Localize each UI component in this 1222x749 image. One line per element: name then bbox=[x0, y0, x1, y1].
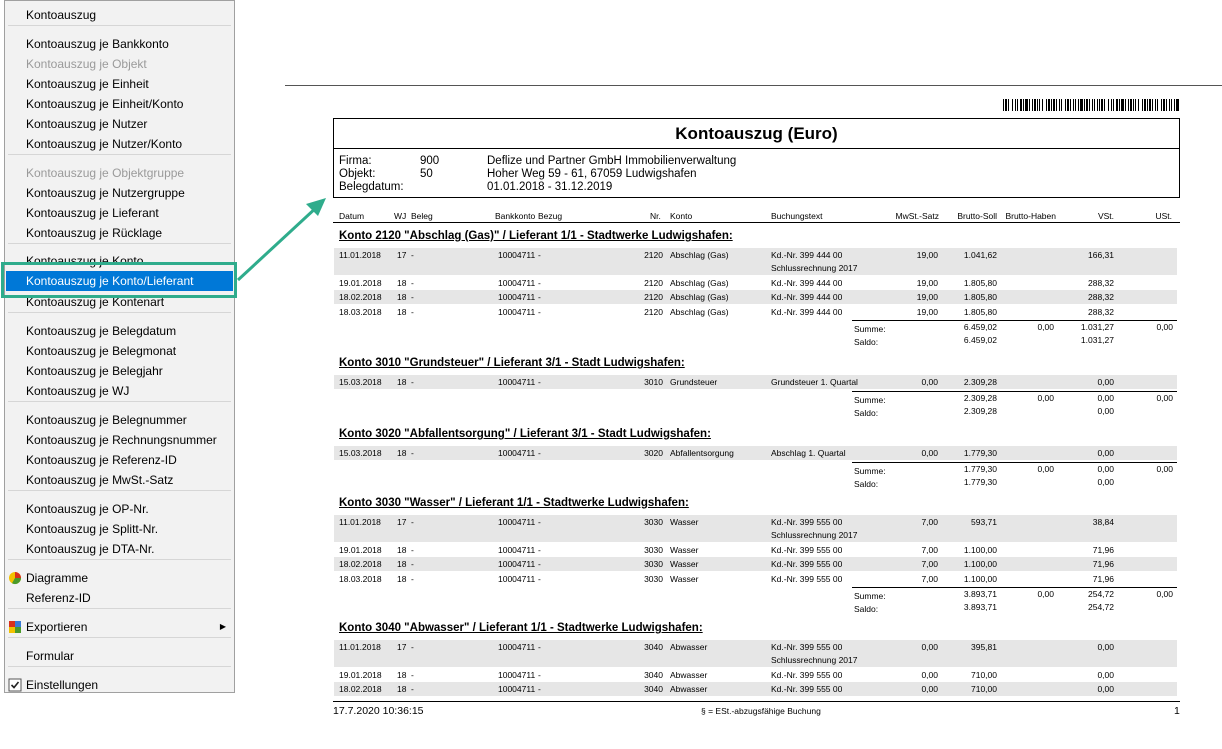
menu-item-label: Kontoauszug je Kontenart bbox=[26, 295, 165, 309]
cell-beleg: - bbox=[411, 277, 414, 288]
cell-wj: 18 bbox=[397, 377, 407, 387]
page-number: 1 bbox=[1174, 705, 1180, 717]
cell-bankkonto: 10004711 bbox=[498, 684, 536, 694]
row-shading bbox=[334, 682, 1177, 696]
cell-buchungstext: Kd.-Nr. 399 555 00 bbox=[771, 559, 843, 569]
menu-item-label: Kontoauszug je Einheit/Konto bbox=[26, 97, 184, 111]
cell-bezug: - bbox=[538, 448, 541, 458]
print-timestamp: 17.7.2020 10:36:15 bbox=[333, 705, 424, 717]
cell-wj: 18 bbox=[397, 684, 407, 694]
cell-nr: 3020 bbox=[644, 448, 663, 458]
menu-item-label: Kontoauszug bbox=[26, 8, 97, 22]
saldo-label: Saldo: bbox=[854, 407, 879, 418]
konto-group-title: Konto 2120 "Abschlag (Gas)" / Lieferant 1/1 - Stadtwerke Ludwigshafen: bbox=[339, 230, 733, 242]
saldo-label: Saldo: bbox=[854, 604, 879, 614]
menu-item-label: Kontoauszug je Nutzergruppe bbox=[26, 186, 185, 200]
menu-item-diagramme[interactable] bbox=[6, 568, 233, 588]
row-shading bbox=[334, 515, 1177, 542]
menu-separator bbox=[8, 401, 231, 402]
cell-bezug: - bbox=[538, 277, 541, 288]
row-shading bbox=[334, 290, 1177, 304]
cell-brutto-soll: 1.100,00 bbox=[963, 559, 997, 569]
summe-vst: 1.031,27 bbox=[1080, 322, 1114, 332]
saldo-soll: 3.893,71 bbox=[963, 602, 997, 612]
menu-item-label: Kontoauszug je Referenz-ID bbox=[26, 453, 177, 467]
menu-item-kontoauszug-je-nutzer[interactable] bbox=[6, 114, 233, 134]
saldo-vst: 0,00 bbox=[1097, 476, 1114, 487]
cell-nr: 3040 bbox=[644, 669, 663, 680]
menu-item-referenz-id[interactable] bbox=[6, 588, 233, 608]
menu-item-kontoauszug-je-dta-nr[interactable] bbox=[6, 539, 233, 559]
menu-item-kontoauszug-je-nutzer-konto[interactable] bbox=[6, 134, 233, 154]
cell-wj: 18 bbox=[397, 292, 407, 302]
menu-item-label: Kontoauszug je Bankkonto bbox=[26, 37, 169, 51]
footer-rule bbox=[333, 701, 1180, 702]
cell-datum: 15.03.2018 bbox=[339, 377, 382, 387]
menu-item-label: Kontoauszug je Konto/Lieferant bbox=[26, 274, 194, 288]
cell-mwst: 0,00 bbox=[921, 377, 938, 387]
cell-datum: 18.02.2018 bbox=[339, 559, 382, 569]
cell-wj: 18 bbox=[397, 306, 407, 317]
cell-nr: 3030 bbox=[644, 559, 663, 569]
menu-item-label: Kontoauszug je OP-Nr. bbox=[26, 502, 149, 516]
cell-buchungstext: Kd.-Nr. 399 444 00 bbox=[771, 277, 843, 288]
cell-vst: 0,00 bbox=[1097, 669, 1114, 680]
cell-brutto-soll: 1.100,00 bbox=[963, 573, 997, 584]
menu-item-kontoauszug-je-mwst-satz[interactable] bbox=[6, 470, 233, 490]
menu-item-kontoauszug-je-belegjahr[interactable] bbox=[6, 361, 233, 381]
menu-item-label: Kontoauszug je Konto bbox=[26, 254, 144, 268]
cell-nr: 3030 bbox=[644, 573, 663, 584]
cell-konto: Wasser bbox=[670, 559, 699, 569]
cell-buchungstext: Kd.-Nr. 399 555 00 bbox=[771, 573, 843, 584]
saldo-soll: 2.309,28 bbox=[963, 405, 997, 416]
menu-separator bbox=[8, 559, 231, 560]
cell-konto: Wasser bbox=[670, 573, 699, 584]
menu-item-label: Kontoauszug je Einheit bbox=[26, 77, 149, 91]
cell-wj: 17 bbox=[397, 250, 407, 260]
cell-beleg: - bbox=[411, 684, 414, 694]
menu-item-label: Kontoauszug je Nutzer bbox=[26, 117, 148, 131]
cell-mwst: 0,00 bbox=[921, 669, 938, 680]
row-shading bbox=[334, 248, 1177, 275]
cell-bankkonto: 10004711 bbox=[498, 377, 536, 387]
summe-label: Summe: bbox=[854, 591, 886, 601]
menu-item-kontoauszug-je-wj[interactable] bbox=[6, 381, 233, 401]
menu-item-label: Kontoauszug je Lieferant bbox=[26, 206, 159, 220]
saldo-soll: 6.459,02 bbox=[963, 335, 997, 345]
page-top-rule bbox=[285, 85, 1222, 86]
menu-item-kontoauszug-je-lieferant[interactable] bbox=[6, 203, 233, 223]
menu-item-label: Kontoauszug je Objektgruppe bbox=[26, 166, 185, 180]
menu-item-kontoauszug-je-nutzergruppe[interactable] bbox=[6, 183, 233, 203]
saldo-label: Saldo: bbox=[854, 337, 879, 347]
cell-mwst: 0,00 bbox=[921, 642, 938, 652]
cell-bankkonto: 10004711 bbox=[498, 306, 536, 317]
column-header: USt. bbox=[1155, 211, 1172, 221]
menu-item-label: Kontoauszug je MwSt.-Satz bbox=[26, 473, 174, 487]
cell-mwst: 7,00 bbox=[921, 544, 938, 555]
menu-item-kontoauszug-je-rechnungsnummer[interactable] bbox=[6, 430, 233, 450]
cell-bezug: - bbox=[538, 684, 541, 694]
cell-brutto-soll: 2.309,28 bbox=[963, 377, 997, 387]
objekt-label: Objekt: bbox=[339, 168, 376, 180]
summe-label: Summe: bbox=[854, 324, 886, 334]
cell-wj: 17 bbox=[397, 642, 407, 652]
cell-konto: Abfallentsorgung bbox=[670, 448, 734, 458]
belegdatum-label: Belegdatum: bbox=[339, 181, 404, 193]
cell-wj: 18 bbox=[397, 277, 407, 288]
menu-item-kontoauszug[interactable] bbox=[6, 5, 233, 25]
cell-bankkonto: 10004711 bbox=[498, 517, 536, 527]
cell-mwst: 0,00 bbox=[921, 684, 938, 694]
column-header: Bezug bbox=[538, 211, 563, 221]
cell-bezug: - bbox=[538, 642, 541, 652]
cell-brutto-soll: 1.805,80 bbox=[963, 306, 997, 317]
cell-bezug: - bbox=[538, 306, 541, 317]
cell-konto: Grundsteuer bbox=[670, 377, 718, 387]
cell-datum: 18.02.2018 bbox=[339, 292, 382, 302]
cell-bezug: - bbox=[538, 292, 541, 302]
column-header: Brutto-Soll bbox=[957, 211, 997, 221]
cell-vst: 0,00 bbox=[1097, 377, 1114, 387]
summe-haben: 0,00 bbox=[1037, 463, 1054, 474]
cell-beleg: - bbox=[411, 573, 414, 584]
cell-konto: Wasser bbox=[670, 544, 699, 555]
column-header: Bankkonto bbox=[495, 211, 536, 221]
cell-vst: 0,00 bbox=[1097, 448, 1114, 458]
summe-vst: 254,72 bbox=[1088, 589, 1114, 599]
menu-item-label: Kontoauszug je Belegjahr bbox=[26, 364, 163, 378]
menu-item-label: Kontoauszug je Objekt bbox=[26, 57, 147, 71]
cell-konto: Abwasser bbox=[670, 642, 708, 652]
cell-datum: 18.02.2018 bbox=[339, 684, 382, 694]
pie-chart-icon bbox=[8, 571, 22, 585]
menu-item-label: Exportieren bbox=[26, 620, 88, 634]
cell-nr: 3030 bbox=[644, 517, 663, 527]
summe-label: Summe: bbox=[854, 465, 886, 476]
cell-bezug: - bbox=[538, 573, 541, 584]
saldo-vst: 1.031,27 bbox=[1080, 335, 1114, 345]
cell-mwst: 19,00 bbox=[916, 306, 938, 317]
cell-mwst: 7,00 bbox=[921, 573, 938, 584]
column-header: Beleg bbox=[411, 211, 433, 221]
cell-bankkonto: 10004711 bbox=[498, 573, 536, 584]
summe-rule bbox=[852, 462, 1177, 463]
summe-label: Summe: bbox=[854, 394, 886, 405]
menu-item-label: Kontoauszug je WJ bbox=[26, 384, 130, 398]
cell-brutto-soll: 710,00 bbox=[971, 684, 997, 694]
cell-bankkonto: 10004711 bbox=[498, 642, 536, 652]
konto-group-title: Konto 3040 "Abwasser" / Lieferant 1/1 - Stadtwerke Ludwigshafen: bbox=[339, 622, 703, 634]
cell-wj: 17 bbox=[397, 517, 407, 527]
cell-nr: 3040 bbox=[644, 642, 663, 652]
column-header: Nr. bbox=[650, 211, 661, 221]
cell-brutto-soll: 1.100,00 bbox=[963, 544, 997, 555]
menu-item-kontoauszug-je-einheit[interactable] bbox=[6, 74, 233, 94]
cell-beleg: - bbox=[411, 377, 414, 387]
cell-buchungstext: Abschlag 1. Quartal bbox=[771, 448, 846, 458]
column-header: Buchungstext bbox=[771, 211, 823, 221]
cell-vst: 71,96 bbox=[1092, 573, 1114, 584]
column-header: Brutto-Haben bbox=[1005, 211, 1056, 221]
menu-item-label: Referenz-ID bbox=[26, 591, 91, 605]
menu-separator bbox=[8, 243, 231, 244]
menu-item-label: Einstellungen bbox=[26, 678, 99, 692]
cell-bezug: - bbox=[538, 250, 541, 260]
row-shading bbox=[334, 640, 1177, 667]
column-header: WJ bbox=[394, 211, 407, 221]
cell-buchungstext: Kd.-Nr. 399 555 00 bbox=[771, 684, 843, 694]
cell-mwst: 19,00 bbox=[916, 250, 938, 260]
menu-item-kontoauszug-je-op-nr[interactable] bbox=[6, 499, 233, 519]
summe-rule bbox=[852, 320, 1177, 321]
cell-beleg: - bbox=[411, 448, 414, 458]
row-shading bbox=[334, 375, 1177, 389]
cell-vst: 166,31 bbox=[1088, 250, 1114, 260]
cell-konto: Abschlag (Gas) bbox=[670, 292, 729, 302]
cell-mwst: 7,00 bbox=[921, 517, 938, 527]
cell-datum: 18.03.2018 bbox=[339, 573, 382, 584]
cell-beleg: - bbox=[411, 642, 414, 652]
cell-mwst: 0,00 bbox=[921, 448, 938, 458]
cell-beleg: - bbox=[411, 517, 414, 527]
summe-ust: 0,00 bbox=[1156, 322, 1173, 332]
cell-konto: Abwasser bbox=[670, 684, 708, 694]
cell-buchungstext: Kd.-Nr. 399 444 00 bbox=[771, 306, 843, 317]
cell-buchungstext: Kd.-Nr. 399 555 00 bbox=[771, 517, 843, 527]
menu-item-label: Kontoauszug je Belegmonat bbox=[26, 344, 177, 358]
menu-item-kontoauszug-je-referenz-id[interactable] bbox=[6, 450, 233, 470]
cell-wj: 18 bbox=[397, 544, 407, 555]
menu-item-label: Kontoauszug je DTA-Nr. bbox=[26, 542, 155, 556]
summe-vst: 0,00 bbox=[1097, 463, 1114, 474]
cell-buchungstext: Kd.-Nr. 399 555 00 bbox=[771, 544, 843, 555]
export-icon bbox=[8, 620, 22, 634]
menu-item-label: Kontoauszug je Nutzer/Konto bbox=[26, 137, 183, 151]
menu-separator bbox=[8, 154, 231, 155]
menu-item-kontoauszug-je-belegnummer[interactable] bbox=[6, 410, 233, 430]
cell-vst: 288,32 bbox=[1088, 277, 1114, 288]
cell-wj: 18 bbox=[397, 669, 407, 680]
firma-nr: 900 bbox=[420, 155, 440, 167]
column-header: VSt. bbox=[1097, 211, 1114, 221]
cell-buchungstext: Kd.-Nr. 399 555 00 bbox=[771, 642, 843, 652]
cell-buchungstext: Kd.-Nr. 399 555 00 bbox=[771, 669, 843, 680]
menu-item-label: Diagramme bbox=[26, 571, 89, 585]
menu-item-label: Kontoauszug je Rücklage bbox=[26, 226, 163, 240]
cell-datum: 19.01.2018 bbox=[339, 669, 382, 680]
menu-separator bbox=[8, 312, 231, 313]
footer-legend: § = ESt.-abzugsfähige Buchung bbox=[701, 706, 821, 716]
menu-item-kontoauszug-je-belegdatum[interactable] bbox=[6, 321, 233, 341]
saldo-soll: 1.779,30 bbox=[963, 476, 997, 487]
checkbox-checked-icon bbox=[8, 678, 22, 692]
saldo-label: Saldo: bbox=[854, 478, 879, 489]
cell-nr: 2120 bbox=[644, 277, 663, 288]
summe-ust: 0,00 bbox=[1156, 392, 1173, 403]
menu-separator bbox=[8, 25, 231, 26]
menu-item-label: Kontoauszug je Splitt-Nr. bbox=[26, 522, 159, 536]
menu-separator bbox=[8, 666, 231, 667]
cell-buchungstext: Grundsteuer 1. Quartal bbox=[771, 377, 858, 387]
cell-konto: Wasser bbox=[670, 517, 699, 527]
cell-datum: 19.01.2018 bbox=[339, 277, 382, 288]
cell-brutto-soll: 1.041,62 bbox=[963, 250, 997, 260]
cell-bankkonto: 10004711 bbox=[498, 292, 536, 302]
summe-soll: 1.779,30 bbox=[963, 463, 997, 474]
submenu-arrow-icon: ▶ bbox=[219, 622, 226, 631]
menu-item-kontoauszug-je-bankkonto[interactable] bbox=[6, 34, 233, 54]
firma-name: Deflize und Partner GmbH Immobilienverwaltung bbox=[487, 155, 737, 167]
konto-group-title: Konto 3010 "Grundsteuer" / Lieferant 3/1 - Stadt Ludwigshafen: bbox=[339, 357, 685, 369]
cell-brutto-soll: 1.805,80 bbox=[963, 277, 997, 288]
menu-separator bbox=[8, 637, 231, 638]
cell-bankkonto: 10004711 bbox=[498, 559, 536, 569]
menu-item-kontoauszug-je-einheit-konto[interactable] bbox=[6, 94, 233, 114]
cell-vst: 0,00 bbox=[1097, 684, 1114, 694]
cell-beleg: - bbox=[411, 669, 414, 680]
summe-haben: 0,00 bbox=[1037, 392, 1054, 403]
selection-highlight-frame bbox=[1, 262, 237, 298]
menu-item-label: Kontoauszug je Rechnungsnummer bbox=[26, 433, 217, 447]
cell-datum: 11.01.2018 bbox=[339, 642, 381, 652]
cell-bankkonto: 10004711 bbox=[498, 277, 536, 288]
summe-soll: 2.309,28 bbox=[963, 392, 997, 403]
cell-vst: 0,00 bbox=[1097, 642, 1114, 652]
objekt-nr: 50 bbox=[420, 168, 433, 180]
menu-item-label: Kontoauszug je Belegnummer bbox=[26, 413, 187, 427]
context-menu bbox=[4, 0, 235, 693]
cell-datum: 11.01.2018 bbox=[339, 250, 381, 260]
saldo-vst: 0,00 bbox=[1097, 405, 1114, 416]
cell-konto: Abwasser bbox=[670, 669, 708, 680]
konto-group-title: Konto 3020 "Abfallentsorgung" / Lieferant 3/1 - Stadt Ludwigshafen: bbox=[339, 428, 711, 440]
menu-item-einstellungen[interactable] bbox=[6, 675, 233, 695]
cell-bezug: - bbox=[538, 559, 541, 569]
column-header: Konto bbox=[670, 211, 693, 221]
objekt-name: Hoher Weg 59 - 61, 67059 Ludwigshafen bbox=[487, 168, 697, 180]
cell-beleg: - bbox=[411, 559, 414, 569]
cell-vst: 71,96 bbox=[1092, 559, 1114, 569]
cell-vst: 288,32 bbox=[1088, 306, 1114, 317]
cell-nr: 3030 bbox=[644, 544, 663, 555]
menu-item-formular[interactable] bbox=[6, 646, 233, 666]
cell-brutto-soll: 1.805,80 bbox=[963, 292, 997, 302]
firma-label: Firma: bbox=[339, 155, 372, 167]
cell-beleg: - bbox=[411, 306, 414, 317]
summe-soll: 3.893,71 bbox=[963, 589, 997, 599]
cell-nr: 3040 bbox=[644, 684, 663, 694]
cell-brutto-soll: 395,81 bbox=[971, 642, 997, 652]
barcode-icon bbox=[1003, 99, 1179, 111]
cell-vst: 71,96 bbox=[1092, 544, 1114, 555]
cell-wj: 18 bbox=[397, 559, 407, 569]
cell-mwst: 7,00 bbox=[921, 559, 938, 569]
cell-beleg: - bbox=[411, 292, 414, 302]
cell-vst: 288,32 bbox=[1088, 292, 1114, 302]
summe-vst: 0,00 bbox=[1097, 392, 1114, 403]
menu-item-kontoauszug-je-belegmonat[interactable] bbox=[6, 341, 233, 361]
cell-bezug: - bbox=[538, 544, 541, 555]
row-shading bbox=[334, 557, 1177, 571]
summe-ust: 0,00 bbox=[1156, 589, 1173, 599]
cell-beleg: - bbox=[411, 544, 414, 555]
menu-item-label: Kontoauszug je Belegdatum bbox=[26, 324, 177, 338]
summe-ust: 0,00 bbox=[1156, 463, 1173, 474]
cell-brutto-soll: 710,00 bbox=[971, 669, 997, 680]
cell-mwst: 19,00 bbox=[916, 277, 938, 288]
menu-item-kontoauszug-je-objekt[interactable] bbox=[6, 54, 233, 74]
summe-haben: 0,00 bbox=[1037, 589, 1054, 599]
cell-bezug: - bbox=[538, 517, 541, 527]
cell-datum: 11.01.2018 bbox=[339, 517, 381, 527]
summe-soll: 6.459,02 bbox=[963, 322, 997, 332]
cell-bankkonto: 10004711 bbox=[498, 448, 536, 458]
row-shading bbox=[334, 446, 1177, 460]
saldo-vst: 254,72 bbox=[1088, 602, 1114, 612]
cell-bankkonto: 10004711 bbox=[498, 544, 536, 555]
cell-bankkonto: 10004711 bbox=[498, 250, 536, 260]
report-title: Kontoauszug (Euro) bbox=[675, 124, 838, 143]
belegdatum-value: 01.01.2018 - 31.12.2019 bbox=[487, 181, 613, 193]
cell-konto: Abschlag (Gas) bbox=[670, 306, 729, 317]
cell-buchungstext-2: Schlussrechnung 2017 bbox=[771, 263, 858, 273]
cell-datum: 18.03.2018 bbox=[339, 306, 382, 317]
cell-brutto-soll: 593,71 bbox=[971, 517, 997, 527]
cell-nr: 2120 bbox=[644, 250, 663, 260]
summe-rule bbox=[852, 391, 1177, 392]
cell-brutto-soll: 1.779,30 bbox=[963, 448, 997, 458]
title-rule bbox=[333, 148, 1180, 149]
column-header: MwSt.-Satz bbox=[895, 211, 939, 221]
cell-wj: 18 bbox=[397, 573, 407, 584]
summe-haben: 0,00 bbox=[1037, 322, 1054, 332]
column-header-rule bbox=[333, 222, 1180, 223]
menu-separator bbox=[8, 490, 231, 491]
konto-group-title: Konto 3030 "Wasser" / Lieferant 1/1 - Stadtwerke Ludwigshafen: bbox=[339, 497, 689, 509]
cell-nr: 2120 bbox=[644, 292, 663, 302]
cell-wj: 18 bbox=[397, 448, 407, 458]
cell-bezug: - bbox=[538, 377, 541, 387]
menu-item-exportieren[interactable] bbox=[6, 617, 233, 637]
cell-mwst: 19,00 bbox=[916, 292, 938, 302]
cell-bezug: - bbox=[538, 669, 541, 680]
summe-rule bbox=[852, 587, 1177, 588]
cell-buchungstext-2: Schlussrechnung 2017 bbox=[771, 530, 858, 540]
menu-item-kontoauszug-je-splitt-nr[interactable] bbox=[6, 519, 233, 539]
cell-buchungstext: Kd.-Nr. 399 444 00 bbox=[771, 250, 843, 260]
cell-nr: 3010 bbox=[644, 377, 663, 387]
menu-item-kontoauszug-je-objektgruppe[interactable] bbox=[6, 163, 233, 183]
cell-konto: Abschlag (Gas) bbox=[670, 250, 729, 260]
cell-datum: 19.01.2018 bbox=[339, 544, 382, 555]
menu-separator bbox=[8, 608, 231, 609]
cell-buchungstext-2: Schlussrechnung 2017 bbox=[771, 655, 858, 665]
cell-nr: 2120 bbox=[644, 306, 663, 317]
cell-vst: 38,84 bbox=[1092, 517, 1114, 527]
cell-beleg: - bbox=[411, 250, 414, 260]
cell-bankkonto: 10004711 bbox=[498, 669, 536, 680]
menu-item-kontoauszug-je-rücklage[interactable] bbox=[6, 223, 233, 243]
cell-buchungstext: Kd.-Nr. 399 444 00 bbox=[771, 292, 843, 302]
menu-item-label: Formular bbox=[26, 649, 75, 663]
column-header: Datum bbox=[339, 211, 365, 221]
cell-datum: 15.03.2018 bbox=[339, 448, 382, 458]
cell-konto: Abschlag (Gas) bbox=[670, 277, 729, 288]
